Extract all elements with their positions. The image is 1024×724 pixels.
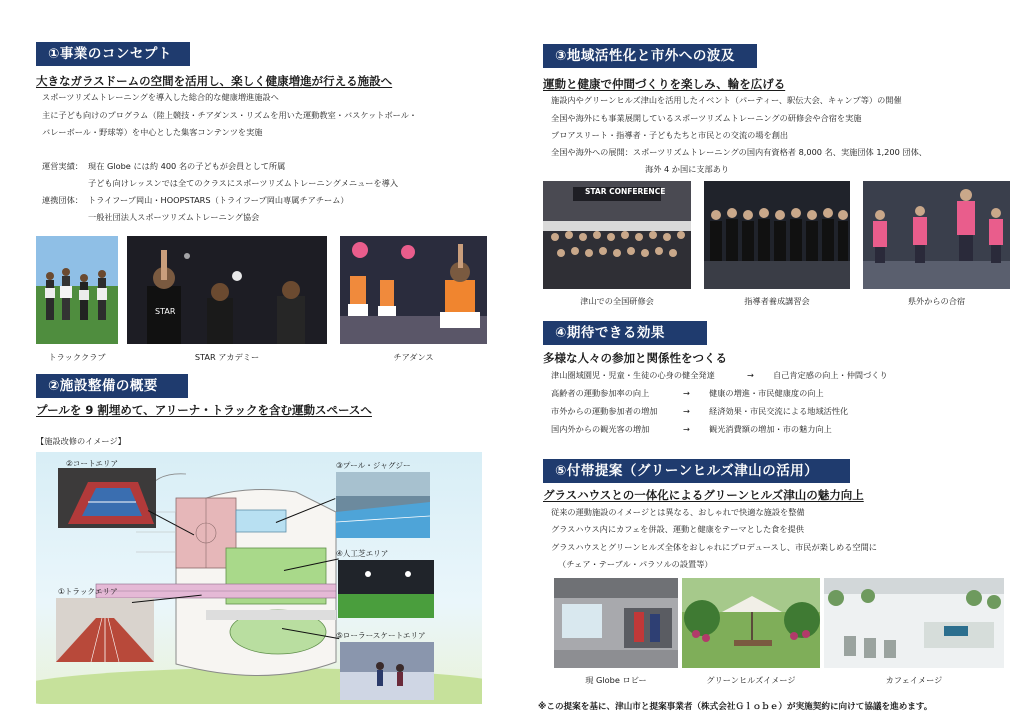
effect-cause: 高齢者の運動参加率の向上 (551, 388, 650, 398)
partners-line: トライフープ岡山・HOOPSTARS（トライフープ岡山専属チアチーム） (88, 195, 349, 205)
section5-line: 従来の運動施設のイメージとは異なる、おしゃれで快適な施設を整備 (551, 507, 805, 517)
section3-line: 海外 4 か国に支部あり (645, 164, 730, 174)
results-line: 現在 Globe には約 400 名の子どもが会員として所属 (88, 161, 286, 171)
court-area-photo (58, 468, 156, 528)
photo-caption: 指導者養成講習会 (744, 296, 810, 306)
section1-line: スポーツリズムトレーニングを導入した総合的な健康増進施設へ (42, 92, 279, 102)
section5-line: （チェア・テーブル・パラソルの設置等） (558, 559, 713, 569)
arrow-icon: → (683, 424, 690, 434)
green-hills-photo (682, 578, 820, 668)
globe-lobby-photo (554, 578, 678, 668)
arrow-icon: → (683, 406, 690, 416)
section2-subheading: プールを 9 割埋めて、アリーナ・トラックを含む運動スペースへ (36, 403, 372, 417)
svg-text:STAR: STAR (155, 307, 176, 316)
cheerdance-photo (340, 236, 487, 344)
turf-area-photo (338, 560, 434, 618)
effects-list (551, 367, 1011, 439)
national-training-photo (543, 181, 691, 289)
conference-banner: STAR CONFERENCE (585, 187, 666, 196)
effect-result: 自己肯定感の向上・仲間づくり (773, 370, 888, 380)
section3-line: 全国や海外への展開：スポーツリズムトレーニングの国内有資格者 8,000 名、実施団体 1,200 団体、 (551, 147, 927, 157)
results-line: 子ども向けレッスンでは全てのクラスにスポーツリズムトレーニングメニューを導入 (88, 178, 399, 188)
roller-skate-photo (340, 642, 434, 700)
instructor-training-photo (704, 181, 850, 289)
area-label-turf: ④人工芝エリア (336, 549, 389, 558)
photo-caption: 津山での全国研修会 (580, 296, 654, 306)
area-label-court: ②コートエリア (66, 459, 119, 468)
plan-image-title: 【施設改修のイメージ】 (36, 436, 126, 446)
section3-subheading: 運動と健康で仲間づくりを楽しみ、輪を広げる (543, 77, 786, 91)
area-label-track: ①トラックエリア (58, 587, 118, 596)
effect-cause: 市外からの運動参加者の増加 (551, 406, 658, 416)
section2-heading: ②施設整備の概要 (36, 374, 188, 398)
effect-cause: 津山圏域園児・児童・生徒の心身の健全発達 (551, 370, 715, 380)
effect-result: 経済効果・市民交流による地域活性化 (709, 406, 849, 416)
section1-heading: ①事業のコンセプト (36, 42, 190, 66)
section3-heading: ③地域活性化と市外への波及 (543, 44, 757, 68)
pool-photo (336, 472, 430, 538)
effect-cause: 国内外からの観光客の増加 (551, 424, 650, 434)
partners-line: 一般社団法人スポーツリズムトレーニング協会 (88, 212, 260, 222)
section4-heading: ④期待できる効果 (543, 321, 707, 345)
photo-caption: STAR アカデミー (194, 352, 260, 362)
photo-caption: カフェイメージ (885, 675, 943, 685)
section1-subheading: 大きなガラスドームの空間を活用し、楽しく健康増進が行える施設へ (36, 74, 393, 88)
partners-label: 連携団体： (42, 195, 83, 205)
photo-caption: 現 Globe ロビー (585, 675, 647, 685)
section1-line: 主に子ども向けのプログラム（陸上競技・チアダンス・リズムを用いた運動教室・バスケットボール・ (42, 110, 418, 120)
footer-note: ※この提案を基に、津山市と提案事業者（株式会社Ｇｌｏｂｅ）が実施契約に向けて協議を進めます。 (538, 702, 933, 712)
cafe-photo (824, 578, 1004, 668)
section1-line: バレーボール・野球等）を中心とした集客コンテンツを実施 (42, 127, 263, 137)
section3-line: プロアスリート・指導者・子どもたちと市民との交流の場を創出 (551, 130, 789, 140)
arrow-icon: → (747, 370, 754, 380)
arrow-icon: → (683, 388, 690, 398)
section5-heading: ⑤付帯提案（グリーンヒルズ津山の活用） (543, 459, 850, 483)
effect-result: 健康の増進・市民健康度の向上 (709, 388, 824, 398)
section5-line: グラスハウス内にカフェを併設、運動と健康をテーマとした食を提供 (551, 524, 804, 534)
results-label: 運営実績： (42, 161, 83, 171)
section3-line: 全国や海外にも事業展開しているスポーツリズムトレーニングの研修会や合宿を実施 (551, 113, 862, 123)
section4-subheading: 多様な人々の参加と関係性をつくる (543, 351, 727, 365)
photo-caption: トラッククラブ (48, 352, 106, 362)
facility-plan-image (36, 452, 482, 704)
star-academy-photo (127, 236, 327, 344)
outside-camp-photo (863, 181, 1010, 289)
section5-line: グラスハウスとグリーンヒルズ全体をおしゃれにプロデュースし、市民が楽しめる空間に (551, 542, 877, 552)
section3-line: 施設内やグリーンヒルズ津山を活用したイベント（パーティー、駅伝大会、キャンプ等）の開催 (551, 95, 902, 105)
effect-result: 観光消費額の増加・市の魅力向上 (709, 424, 832, 434)
track-club-photo (36, 236, 118, 344)
area-label-pool: ③プール・ジャグジー (336, 461, 411, 470)
section5-subheading: グラスハウスとの一体化によるグリーンヒルズ津山の魅力向上 (543, 488, 864, 502)
photo-caption: 県外からの合宿 (907, 296, 966, 306)
photo-caption: チアダンス (393, 352, 434, 362)
track-area-photo (56, 598, 154, 662)
photo-caption: グリーンヒルズイメージ (706, 675, 796, 685)
area-label-roller: ⑤ローラースケートエリア (336, 631, 426, 640)
